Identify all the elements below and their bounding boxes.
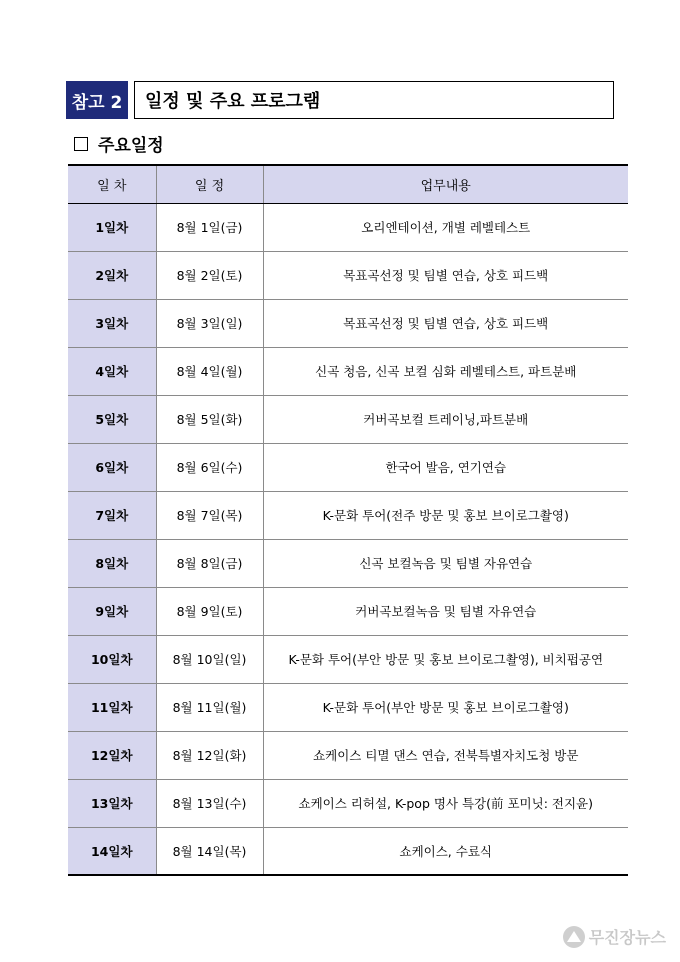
table-row (68, 203, 628, 251)
cell-day: 4일차 (68, 347, 156, 395)
cell-content: 목표곡선정 및 팀별 연습, 상호 피드백 (263, 251, 628, 299)
column-header-date: 일 정 (156, 165, 263, 203)
cell-date: 8월 3일(일) (156, 299, 263, 347)
subsection-title (74, 131, 164, 156)
cell-content: 신곡 보컬녹음 및 팀별 자유연습 (263, 539, 628, 587)
cell-date: 8월 6일(수) (156, 443, 263, 491)
column-header-content: 업무내용 (263, 165, 628, 203)
cell-day: 14일차 (68, 827, 156, 875)
cell-date: 8월 1일(금) (156, 203, 263, 251)
cell-content: K-문화 투어(부안 방문 및 홍보 브이로그촬영), 비치펍공연 (263, 635, 628, 683)
table-row (68, 827, 628, 875)
cell-date: 8월 11일(월) (156, 683, 263, 731)
table-row (68, 635, 628, 683)
cell-date: 8월 5일(화) (156, 395, 263, 443)
page-title: 일정 및 주요 프로그램 (134, 81, 614, 119)
table-row (68, 491, 628, 539)
column-header-day: 일 차 (68, 165, 156, 203)
cell-content: K-문화 투어(부안 방문 및 홍보 브이로그촬영) (263, 683, 628, 731)
cell-day: 7일차 (68, 491, 156, 539)
cell-date: 8월 10일(일) (156, 635, 263, 683)
subsection-label: 주요일정 (98, 136, 164, 156)
checkbox-square-icon (74, 137, 88, 151)
cell-content: 목표곡선정 및 팀별 연습, 상호 피드백 (263, 299, 628, 347)
cell-day: 12일차 (68, 731, 156, 779)
cell-date: 8월 9일(토) (156, 587, 263, 635)
cell-date: 8월 4일(월) (156, 347, 263, 395)
cell-day: 8일차 (68, 539, 156, 587)
cell-day: 5일차 (68, 395, 156, 443)
table-header-row (68, 165, 628, 203)
cell-day: 11일차 (68, 683, 156, 731)
cell-day: 6일차 (68, 443, 156, 491)
table-row (68, 683, 628, 731)
cell-day: 3일차 (68, 299, 156, 347)
watermark (563, 925, 666, 948)
schedule-table (68, 164, 628, 876)
cell-day: 9일차 (68, 587, 156, 635)
cell-date: 8월 13일(수) (156, 779, 263, 827)
cell-date: 8월 7일(목) (156, 491, 263, 539)
cell-content: 쇼케이스, 수료식 (263, 827, 628, 875)
cell-content: 한국어 발음, 연기연습 (263, 443, 628, 491)
table-row (68, 299, 628, 347)
reference-tag: 참고 2 (66, 81, 128, 119)
table-row (68, 251, 628, 299)
news-logo-icon (563, 926, 585, 948)
section-header (66, 81, 614, 119)
cell-date: 8월 8일(금) (156, 539, 263, 587)
table-row (68, 587, 628, 635)
cell-date: 8월 14일(목) (156, 827, 263, 875)
table-row (68, 539, 628, 587)
table-row (68, 443, 628, 491)
watermark-text: 무진장뉴스 (588, 928, 666, 947)
cell-content: 커버곡보컬녹음 및 팀별 자유연습 (263, 587, 628, 635)
cell-content: 신곡 청음, 신곡 보컬 심화 레벨테스트, 파트분배 (263, 347, 628, 395)
table-row (68, 779, 628, 827)
cell-day: 2일차 (68, 251, 156, 299)
table-row (68, 731, 628, 779)
cell-content: 쇼케이스 리허설, K-pop 명사 특강(前 포미닛: 전지윤) (263, 779, 628, 827)
table-row (68, 347, 628, 395)
cell-content: 오리엔테이션, 개별 레벨테스트 (263, 203, 628, 251)
cell-date: 8월 12일(화) (156, 731, 263, 779)
cell-content: 커버곡보컬 트레이닝,파트분배 (263, 395, 628, 443)
cell-content: 쇼케이스 티멸 댄스 연습, 전북특별자치도청 방문 (263, 731, 628, 779)
cell-day: 10일차 (68, 635, 156, 683)
cell-day: 13일차 (68, 779, 156, 827)
cell-content: K-문화 투어(전주 방문 및 홍보 브이로그촬영) (263, 491, 628, 539)
table-row (68, 395, 628, 443)
cell-day: 1일차 (68, 203, 156, 251)
cell-date: 8월 2일(토) (156, 251, 263, 299)
